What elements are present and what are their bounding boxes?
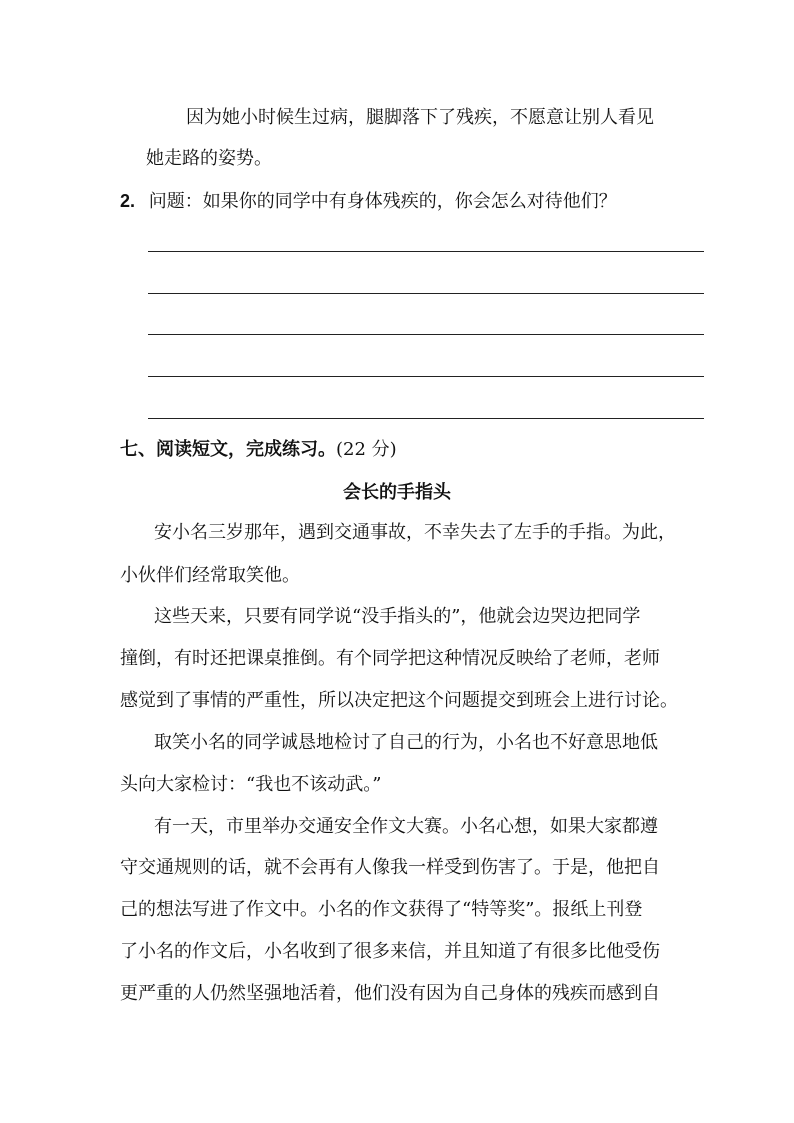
question-number: 2. <box>120 191 136 211</box>
answer-line-1[interactable] <box>148 251 704 252</box>
story-line: 撞倒，有时还把课桌推倒。有个同学把这种情况反映给了老师，老师 <box>120 648 660 669</box>
answer-line-5[interactable] <box>148 418 704 419</box>
question-2 <box>120 189 690 214</box>
story-title: 会长的手指头 <box>343 482 451 503</box>
section-7-heading <box>120 438 690 462</box>
story-line: 有一天，市里举办交通安全作文大赛。小名心想，如果大家都遵 <box>154 816 658 837</box>
story-line: 这些天来，只要有同学说“没手指头的”，他就会边哭边把同学 <box>154 606 641 627</box>
story-line: 己的想法写进了作文中。小名的作文获得了“特等奖”。报纸上刊登 <box>120 899 643 920</box>
story-line: 头向大家检讨：“我也不该动武。” <box>120 774 382 795</box>
prev-answer-line-2: 她走路的姿势。 <box>146 148 272 169</box>
answer-line-2[interactable] <box>148 293 704 294</box>
section-7-title: 七、阅读短文，完成练习。 <box>120 439 336 460</box>
story-line: 守交通规则的话，就不会再有人像我一样受到伤害了。于是，他把自 <box>120 857 660 878</box>
prev-answer-line-1: 因为她小时候生过病，腿脚落下了残疾，不愿意让别人看见 <box>186 107 654 128</box>
story-line: 感觉到了事情的严重性，所以决定把这个问题提交到班会上进行讨论。 <box>120 690 678 711</box>
story-line: 取笑小名的同学诚恳地检讨了自己的行为，小名也不好意思地低 <box>154 732 658 753</box>
story-line: 安小名三岁那年，遇到交通事故，不幸失去了左手的手指。为此， <box>154 522 676 543</box>
answer-line-4[interactable] <box>148 376 704 377</box>
section-7-points: (22 分) <box>336 439 397 460</box>
story-line: 小伙伴们经常取笑他。 <box>120 565 300 586</box>
answer-line-3[interactable] <box>148 334 704 335</box>
story-line: 了小名的作文后，小名收到了很多来信，并且知道了有很多比他受伤 <box>120 941 660 962</box>
question-text: 问题：如果你的同学中有身体残疾的，你会怎么对待他们？ <box>148 191 617 212</box>
story-line: 更严重的人仍然坚强地活着，他们没有因为自己身体的残疾而感到自 <box>120 983 660 1004</box>
